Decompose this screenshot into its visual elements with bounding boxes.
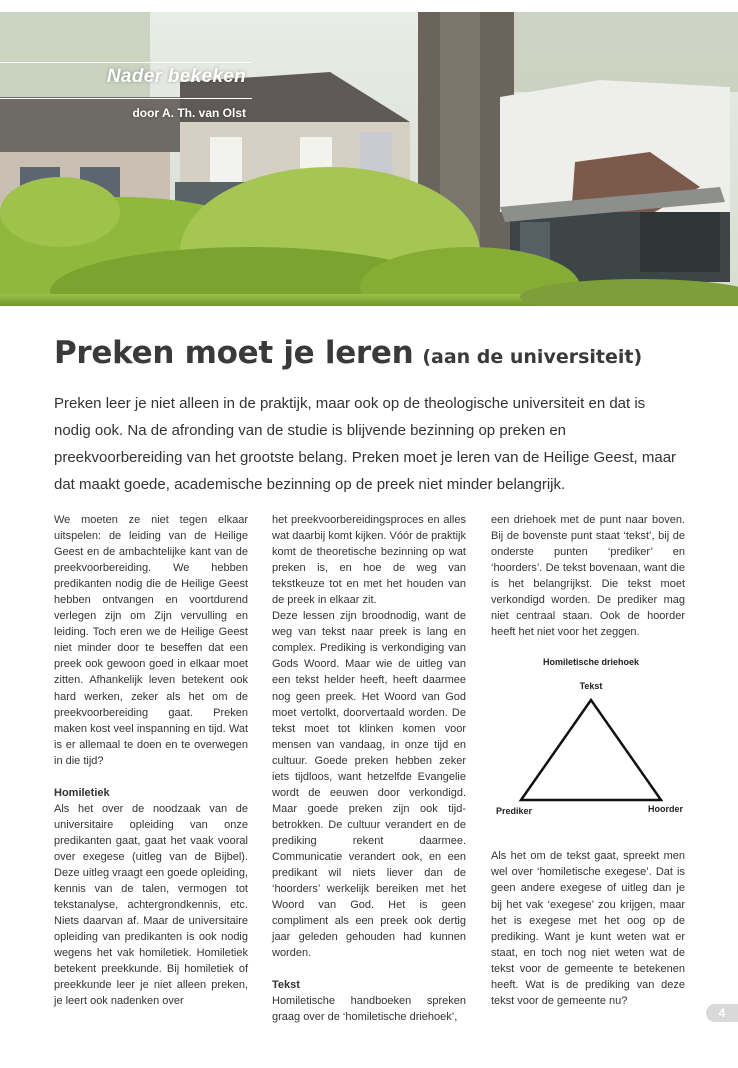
paragraph: Als het om de tekst gaat, spreekt men wel over ‘homiletische exegese’. Dat is geen andere exegese of uitleg dan je bij het vak ‘exegese’ zou krijgen, maar het is exegese met het oog op de prediking. Want je kunt weten wat er staat, en toch nog niet weten wat de tekst voor de gemeente te betekenen heeft. Wat is de prediking van deze tekst voor de gemeente nu? bbox=[491, 850, 685, 1007]
article-title-sub: (aan de universiteit) bbox=[422, 346, 643, 368]
header-photo bbox=[0, 12, 738, 306]
column-1 bbox=[54, 512, 248, 1009]
paragraph: We moeten ze niet tegen elkaar uitspelen: de leiding van de Heilige Geest en de ambachtelijke kant van de preekvoorbereiding. We hebben predikanten nodig die de Heilige Geest hebben ontvangen en voortdurend verlegen zijn om Zijn vervulling en leiding. Toch eren we de Heilige Geest niet minder door te beseffen dat een preek ook gewoon goed in elkaar moet zitten. Afhankelijk leven betekent ook hard werken, zeker als het om de preekvoorbereiding gaat. Preken maken kost veel inspanning en tijd. Wat is er allemaal te doen en te overwegen in die tijd? bbox=[54, 514, 248, 767]
series-title: Nader bekeken bbox=[106, 66, 246, 87]
paragraph: Als het over de noodzaak van de universitaire opleiding van onze predikanten gaat, gaat het vaak vooral over exegese (uitleg van de Bijbel). Deze uitleg vraagt een goede opleiding, kennis van de talen, vermogen tot tekstanalyse, achtergrondkennis, etc. Niets daarvan af. Maar de universitaire opleiding van predikanten is ook nodig wegens het vak homiletiek. Homiletiek betekent preekkunde. Bij homiletiek of preekkunde leer je niet alleen preken, je leert ook nadenken over bbox=[54, 802, 248, 1008]
homiletic-triangle-diagram bbox=[491, 650, 685, 825]
article-title bbox=[54, 334, 694, 371]
triangle-shape bbox=[521, 700, 661, 800]
series-author: door A. Th. van Olst bbox=[132, 106, 246, 120]
diagram-label-top: Tekst bbox=[579, 681, 603, 691]
paragraph: Homiletische handboeken spreken graag over de ‘homiletische driehoek’, bbox=[272, 995, 466, 1024]
section-heading-homiletiek: Homiletiek bbox=[54, 786, 110, 799]
column-2 bbox=[272, 512, 466, 1025]
paragraph: een driehoek met de punt naar boven. Bij de bovenste punt staat ‘tekst’, bij de onderste punten ‘prediker’ en ‘hoorders’. De tekst bovenaan, want die is het belangrijkst. Die tekst moet verkondigd worden. De prediker mag niet centraal staan. Ook de hoorder heeft het niet voor het zeggen. bbox=[491, 514, 685, 639]
article-lead: Preken leer je niet alleen in de praktijk, maar ook op de theologische universiteit en dat is nodig ook. Na de afronding van de studie is blijvende bezinning op preken en preekvoorbereiding van het grootste belang. Preken moet je leren van de Heilige Geest, maar dat maakt goede, academische bezinning op de preek niet minder belangrijk. bbox=[54, 395, 677, 493]
page-number: 4 bbox=[706, 1004, 738, 1022]
diagram-label-right: Hoorder bbox=[647, 804, 683, 814]
series-top-rule bbox=[0, 62, 252, 63]
paragraph: het preekvoorbereidingsproces en alles wat daarbij komt kijken. Vóór de praktijk komt de theoretische bezinning op wat preken is, en hoe de weg van tekstkeuze tot en met het houden van de preek in elkaar zit. bbox=[272, 514, 466, 607]
section-heading-tekst: Tekst bbox=[272, 979, 300, 992]
series-bottom-rule bbox=[0, 98, 252, 99]
campus-photo-illustration bbox=[0, 12, 738, 306]
article-title-main: Preken moet je leren bbox=[54, 335, 414, 371]
diagram-label-left: Prediker bbox=[496, 806, 533, 816]
diagram-title: Homiletische driehoek bbox=[542, 657, 640, 667]
paragraph: Deze lessen zijn broodnodig, want de weg van tekst naar preek is lang en complex. Prediking is verkondiging van Gods Woord. Maar wie de uitleg van een tekst helder heeft, heeft daarmee nog geen preek. Het Woord van God moet vertolkt, doorvertaald worden. De tekst moet tot klinken komen voor mensen van vandaag, in onze tijd en cultuur. Goede preken hebben zeker iets tijdloos, want hetzelfde Evangelie wordt de eeuwen door verkondigd. Maar goede preken zijn ook tijd-betrokken. De cultuur verandert en de prediking rekent daarmee. Communicatie verandert ook, en een predikant wil niets liever dan de ‘hoorders’ werkelijk bereiken met het Woord van God. Het is geen compliment als een preek ook dertig jaar geleden gehouden had kunnen worden. bbox=[272, 610, 466, 960]
